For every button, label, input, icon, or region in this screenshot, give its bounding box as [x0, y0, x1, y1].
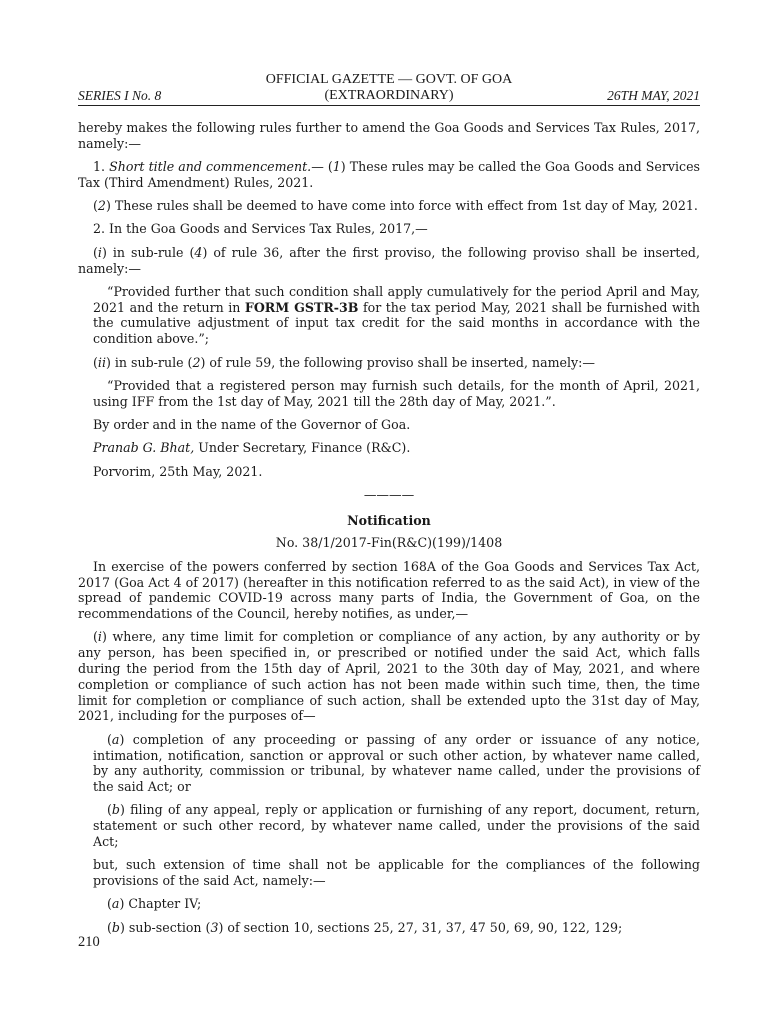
rule-short-title: 1. Short title and commencement.— (1) These rules may be called the Goa Goods and Services Tax (Third Amendment) Rules, 2021.	[78, 159, 700, 190]
series-number: SERIES I No. 8	[78, 88, 162, 103]
page-header	[78, 72, 700, 104]
rule-amendment-intro: 2. In the Goa Goods and Services Tax Rules, 2017,—	[93, 221, 428, 237]
clause-ii: (ii) in sub-rule (2) of rule 59, the following proviso shall be inserted, namely:—	[93, 354, 595, 370]
proviso-quote-2: “Provided that a registered person may furnish such details, for the month of April, 2021, using IFF from the 1st day of May, 2021 till the 28th day of May, 2021.”.	[93, 377, 700, 409]
order-line: By order and in the name of the Governor of Goa.	[93, 416, 411, 432]
gazette-page	[78, 72, 700, 943]
notification-clause-i: (i) where, any time limit for completion or compliance of any action, by any authority or by any person, has been specified in, or prescribed or notified under the said Act, which falls during the period from the 15th day of April, 2021 to the 30th day of May, 2021, and where completion or compliance of such action has not been made within such time, then, the time limit for completion or compliance of such action, shall be extended upto the 31st day of May, 2021, including for the purposes of—	[78, 629, 700, 724]
rules-intro: hereby makes the following rules further to amend the Goa Goods and Services Tax Rules, 2017, namely:—	[78, 120, 700, 151]
notification-number: No. 38/1/2017-Fin(R&C)(199)/1408	[275, 535, 503, 551]
notification-title: Notification	[347, 512, 431, 528]
signatory: Pranab G. Bhat, Under Secretary, Finance (R&C).	[93, 440, 411, 456]
subclause-b: (b) filing of any appeal, reply or application or furnishing of any report, document, return, statement or such other record, by whatever name called, under the provisions of the said Act;	[93, 802, 700, 849]
notification-preamble: In exercise of the powers conferred by section 168A of the Goa Goods and Services Tax Act, 2017 (Goa Act 4 of 2017) (hereafter in this notification referred to as the said Act), in view of the spread of pandemic COVID-19 across many parts of India, the Government of Goa, on the recommendations of the Council, hereby notifies, as under,—	[78, 558, 700, 622]
exception-item-b: (b) sub-section (3) of section 10, sections 25, 27, 31, 37, 47 50, 69, 90, 122, 129;	[107, 919, 623, 935]
header-date: 26TH MAY, 2021	[607, 88, 700, 103]
exception-intro: but, such extension of time shall not be applicable for the compliances of the following provisions of the said Act, namely:—	[93, 857, 700, 889]
proviso-quote-1: “Provided further that such condition shall apply cumulatively for the period April and May, 2021 and the return in FORM GSTR-3B for the tax period May, 2021 shall be furnished with the cumulative adjustment of input tax credit for the said months in accordance with the condition above.”;	[93, 283, 700, 347]
place-date: Porvorim, 25th May, 2021.	[93, 463, 263, 479]
exception-item-a: (a) Chapter IV;	[107, 896, 202, 912]
gazette-title-line2: (EXTRAORDINARY)	[324, 87, 454, 103]
section-separator: ————	[363, 486, 415, 502]
clause-i: (i) in sub-rule (4) of rule 36, after the first proviso, the following proviso shall be inserted, namely:—	[78, 244, 700, 276]
gazette-title-line1: OFFICIAL GAZETTE — GOVT. OF GOA	[265, 72, 513, 87]
page-number: 210	[78, 934, 100, 950]
rule-commencement: (2) These rules shall be deemed to have come into force with effect from 1st day of May, 2021.	[93, 198, 698, 214]
subclause-a: (a) completion of any proceeding or passing of any order or issuance of any notice, intimation, notification, sanction or approval or such other action, by whatever name called, by any authority, commission or tribunal, by whatever name called, under the provisions of the said Act; or	[93, 731, 700, 795]
